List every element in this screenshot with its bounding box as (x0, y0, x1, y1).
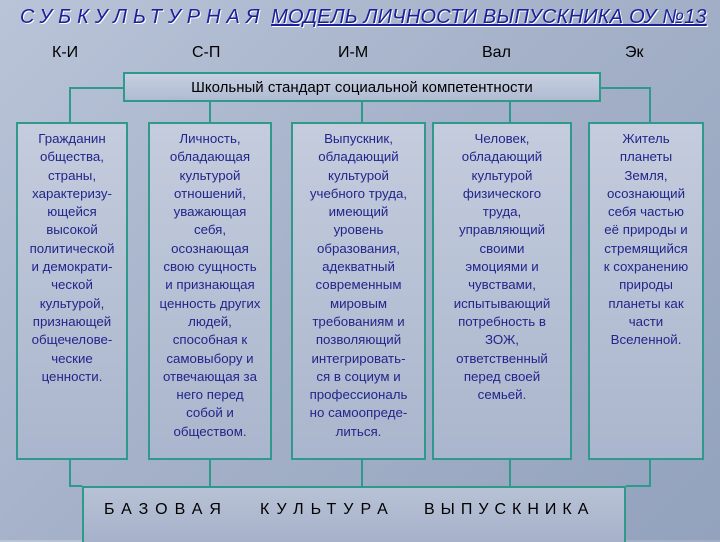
box-line: него перед (176, 387, 244, 403)
abbr-k-i: К-И (52, 44, 79, 61)
box-line: труда, (482, 204, 522, 220)
title-rest: МОДЕЛЬ ЛИЧНОСТИ ВЫПУСКНИКА ОУ №13 (271, 6, 707, 28)
box-line: ценность других (159, 295, 261, 311)
box-earth-resident (588, 122, 704, 460)
box-line: способная к (172, 332, 248, 348)
school-standard-label: Школьный стандарт социальной компетентности (191, 78, 533, 96)
box-line: культурой (179, 167, 241, 183)
box-line: уважающая (173, 204, 247, 220)
base-word-1: БАЗОВАЯ (104, 501, 228, 518)
abbr-s-p: С-П (192, 44, 221, 61)
box-line: себя частью (607, 204, 685, 220)
box-line: ческие (51, 350, 93, 366)
box-line: культурой (471, 167, 533, 183)
box-line: интегрировать- (311, 350, 406, 366)
box-line: но самоопреде- (309, 405, 408, 421)
box-line: планеты (619, 149, 673, 165)
box-line: ся в социум и (316, 368, 401, 384)
box-line: профессиональ (309, 387, 408, 403)
box-line: и демократи- (31, 259, 113, 275)
abbr-i-m: И-М (338, 44, 369, 61)
box-line: своими (479, 240, 525, 256)
box-line: ответственный (456, 350, 548, 366)
box-line: Житель (622, 131, 670, 146)
box-line: позволяющий (315, 332, 402, 348)
box-line: осознающий (606, 185, 686, 201)
box-line: культурой (328, 167, 389, 183)
box-line: учебного труда, (309, 185, 408, 201)
box-line: Гражданин (38, 131, 106, 146)
box-line: ческой (51, 277, 93, 293)
box-line: управляющий (458, 222, 546, 238)
box-line: образования, (317, 240, 400, 256)
box-line: культурой, (39, 295, 105, 311)
box-line: Земля, (624, 167, 668, 183)
box-line: Выпускник, (324, 131, 393, 146)
box-line: планеты как (608, 295, 684, 311)
box-line: свою сущность (163, 259, 257, 275)
box-human (432, 122, 572, 460)
box-graduate (291, 122, 426, 460)
base-culture-box (82, 486, 626, 542)
box-line: общества, (40, 149, 104, 165)
diagram-title (20, 6, 710, 29)
box-line: имеющий (328, 204, 389, 220)
box-line: обладающая (169, 149, 251, 165)
abbr-ek: Эк (625, 44, 644, 61)
box-citizen (16, 122, 128, 460)
base-word-2: КУЛЬТУРА (260, 501, 395, 518)
box-line: Человек, (474, 131, 530, 146)
box-line: характеризу- (32, 185, 112, 201)
box-line: людей, (188, 313, 232, 329)
box-line: адекватный (322, 259, 395, 275)
abbr-val: Вал (482, 44, 511, 61)
box-line: и признающая (165, 277, 255, 293)
box-line: стремящийся (604, 240, 688, 256)
box-line: страны, (47, 167, 97, 183)
box-line: физического (462, 185, 542, 201)
box-line: высокой (46, 222, 98, 238)
box-line: современным (315, 277, 402, 293)
box-line: осознающая (171, 240, 249, 256)
box-line: природы (619, 277, 673, 293)
box-line: обладающий (461, 149, 543, 165)
box-line: испытывающий (453, 295, 551, 311)
box-line: признающей (32, 313, 112, 329)
box-line: чувствами, (468, 277, 536, 293)
box-line: собой и (186, 405, 234, 421)
box-line: части (628, 313, 664, 329)
box-line: семьей. (477, 387, 527, 403)
title-spaced: СУБКУЛЬТУРНАЯ (20, 6, 266, 28)
box-line: обладающий (318, 149, 399, 165)
box-line: ЗОЖ, (485, 332, 519, 348)
box-line: перед своей (463, 368, 541, 384)
box-line: ющейся (47, 204, 97, 220)
box-line: уровень (333, 222, 384, 238)
box-line: мировым (329, 295, 388, 311)
box-line: политической (29, 240, 115, 256)
box-line: себя, (193, 222, 227, 238)
box-line: общечелове- (31, 332, 113, 348)
box-line: самовыбору и (166, 350, 254, 366)
box-line: литься. (335, 423, 382, 439)
base-word-3: ВЫПУСКНИКА (424, 501, 595, 518)
box-line: отвечающая за (162, 368, 258, 384)
box-line: отношений, (174, 185, 246, 201)
box-line: потребность в (458, 313, 546, 329)
school-standard-box (123, 72, 601, 102)
box-line: её природы и (604, 222, 688, 238)
box-line: ценности. (41, 368, 103, 384)
box-line: эмоциями и (465, 259, 539, 275)
box-line: Личность, (179, 131, 241, 146)
box-line: к сохранению (603, 259, 689, 275)
box-line: обществом. (173, 423, 247, 439)
box-line: требованиям и (312, 313, 405, 329)
box-line: Вселенной. (610, 332, 682, 348)
box-personality (148, 122, 272, 460)
